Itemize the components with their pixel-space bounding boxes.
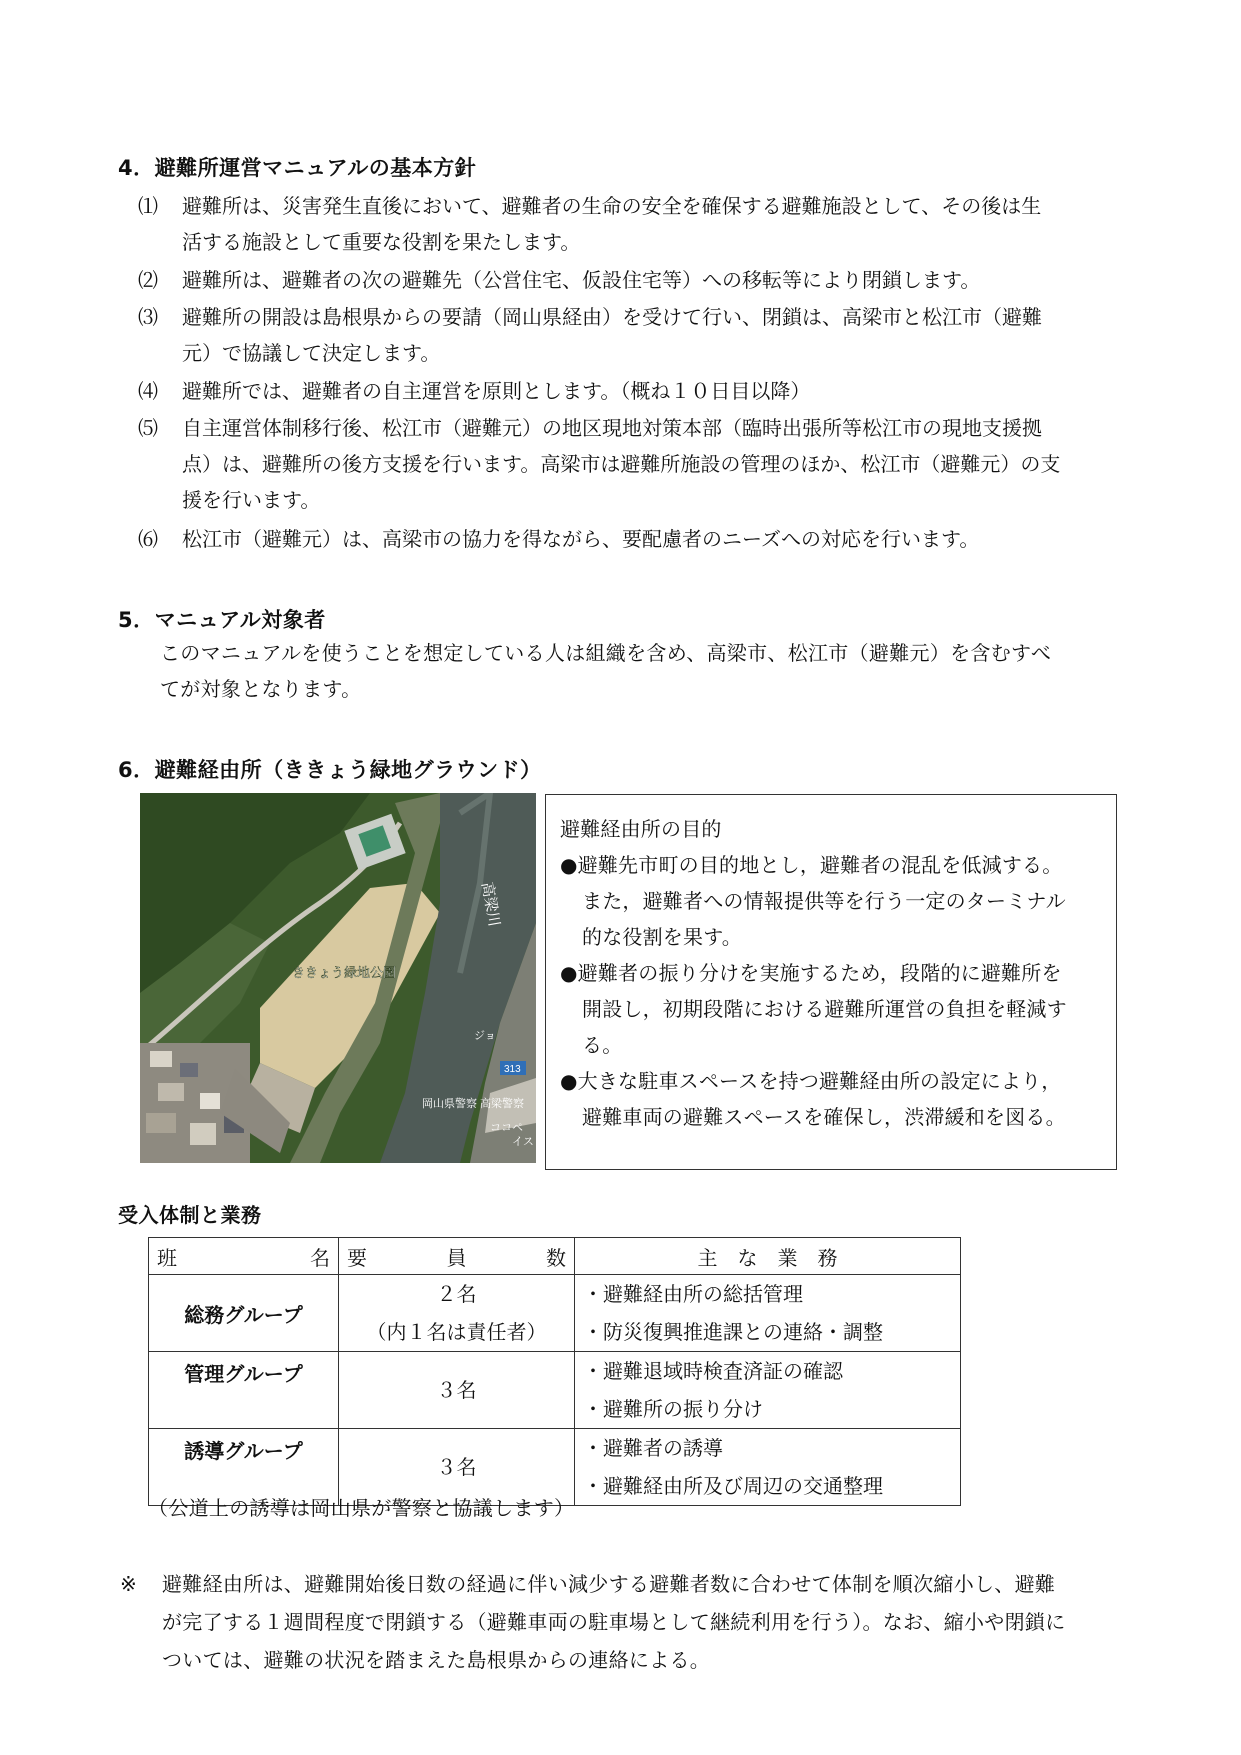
- item-number: ⑶: [138, 305, 158, 329]
- item-number: ⑹: [138, 527, 158, 551]
- route-label: 313: [504, 1064, 521, 1075]
- task-item: ・避難退域時検査済証の確認: [583, 1359, 843, 1383]
- table-note: （公道上の誘導は岡山県が警察と協議します）: [148, 1496, 575, 1520]
- tasks: [575, 1275, 961, 1352]
- section6-heading: 6．避難経由所（ききょう緑地グラウンド）: [118, 758, 542, 782]
- group-name: 総務グループ: [149, 1275, 339, 1352]
- shop-label: ココペ: [490, 1122, 523, 1134]
- purpose-line: ●避難先市町の目的地とし，避難者の混乱を低減する。: [560, 853, 1063, 877]
- aerial-photo: [140, 793, 536, 1163]
- task-item: ・避難者の誘導: [583, 1436, 723, 1460]
- count-text: ３名: [436, 1378, 477, 1402]
- tasks: [575, 1352, 961, 1429]
- purpose-box: [545, 794, 1117, 1170]
- table-header-row: [149, 1238, 961, 1275]
- river-label: 高梁川: [478, 880, 503, 929]
- item-line: 避難所は、災害発生直後において、避難者の生命の安全を確保する避難施設として、その後は生: [182, 194, 1042, 218]
- staffing-table: [148, 1237, 961, 1506]
- header-tasks: 主 な 業 務: [575, 1238, 961, 1275]
- item-line: 点）は、避難所の後方支援を行います。高梁市は避難所施設の管理のほか、松江市（避難元）の支: [182, 452, 1061, 476]
- group-name: 誘導グループ: [149, 1429, 339, 1506]
- table-row: [149, 1352, 961, 1429]
- count-text: ２名: [436, 1282, 477, 1306]
- task-item: ・避難経由所及び周辺の交通整理: [583, 1474, 883, 1498]
- item-line: 避難所は、避難者の次の避難先（公営住宅、仮設住宅等）への移転等により閉鎖します。: [182, 268, 981, 292]
- purpose-line: 開設し，初期段階における避難所運営の負担を軽減す: [582, 997, 1067, 1021]
- count-text: ３名: [436, 1455, 477, 1479]
- item-number: ⑷: [138, 379, 158, 403]
- purpose-line: 避難車両の避難スペースを確保し，渋滞緩和を図る。: [582, 1105, 1066, 1129]
- item-line: 避難所では、避難者の自主運営を原則とします。（概ね１０日目以降）: [182, 379, 811, 403]
- header-text: 要: [347, 1245, 367, 1270]
- group-name: 管理グループ: [149, 1352, 339, 1429]
- task-item: ・避難経由所の総括管理: [583, 1282, 803, 1306]
- count-text: （内１名は責任者）: [366, 1320, 547, 1344]
- purpose-line: ●大きな駐車スペースを持つ避難経由所の設定により，: [560, 1069, 1062, 1093]
- footnote-mark: ※: [120, 1572, 138, 1596]
- jo-label: ジョ: [474, 1030, 496, 1042]
- header-text: 班: [157, 1245, 177, 1270]
- police-label: 岡山県警察 高梁警察: [422, 1098, 525, 1110]
- tasks: [575, 1429, 961, 1506]
- item-line: 自主運営体制移行後、松江市（避難元）の地区現地対策本部（臨時出張所等松江市の現地支援拠: [182, 416, 1042, 440]
- staff-count: [339, 1352, 575, 1429]
- item-number: ⑴: [138, 194, 158, 218]
- section5-heading: 5．マニュアル対象者: [118, 608, 326, 632]
- footnote-line-3: ついては、避難の状況を踏まえた島根県からの連絡による。: [162, 1648, 711, 1672]
- header-text: 員: [446, 1245, 467, 1270]
- item-line: 避難所の開設は島根県からの要請（岡山県経由）を受けて行い、閉鎖は、高梁市と松江市（避難: [182, 305, 1042, 329]
- section5-line-2: てが対象となります。: [160, 677, 362, 701]
- purpose-line: また，避難者への情報提供等を行う一定のターミナル: [582, 889, 1066, 913]
- purpose-line: ●避難者の振り分けを実施するため，段階的に避難所を: [560, 961, 1062, 985]
- footnote-line-2: が完了する１週間程度で閉鎖する（避難車両の駐車場として継続利用を行う）。なお、縮小や閉鎖に: [162, 1610, 1066, 1634]
- header-text: 数: [546, 1245, 566, 1270]
- header-count: [339, 1238, 575, 1275]
- item-line: 松江市（避難元）は、高梁市の協力を得ながら、要配慮者のニーズへの対応を行います。: [182, 527, 980, 551]
- task-item: ・防災復興推進課との連絡・調整: [583, 1320, 883, 1344]
- park-label: ききょう緑地公園: [292, 965, 397, 980]
- task-item: ・避難所の振り分け: [583, 1397, 763, 1421]
- item-number: ⑵: [138, 268, 158, 292]
- section4-heading: 4．避難所運営マニュアルの基本方針: [118, 156, 477, 180]
- header-group: [149, 1238, 339, 1275]
- item-line: 援を行います。: [182, 488, 321, 512]
- item-number: ⑸: [138, 416, 158, 440]
- table-caption: 受入体制と業務: [118, 1203, 262, 1227]
- purpose-title: 避難経由所の目的: [560, 817, 722, 841]
- section5-line-1: このマニュアルを使うことを想定している人は組織を含め、高梁市、松江市（避難元）を含むすべ: [160, 641, 1052, 665]
- item-line: 元）で協議して決定します。: [182, 341, 441, 365]
- shop2-label: イス: [512, 1136, 534, 1148]
- staff-count: [339, 1275, 575, 1352]
- purpose-line: る。: [582, 1033, 623, 1057]
- table-row: [149, 1275, 961, 1352]
- purpose-line: 的な役割を果す。: [582, 925, 742, 949]
- footnote-line-1: 避難経由所は、避難開始後日数の経過に伴い減少する避難者数に合わせて体制を順次縮小し、避難: [162, 1572, 1056, 1596]
- item-line: 活する施設として重要な役割を果たします。: [182, 230, 581, 254]
- header-text: 名: [310, 1245, 330, 1270]
